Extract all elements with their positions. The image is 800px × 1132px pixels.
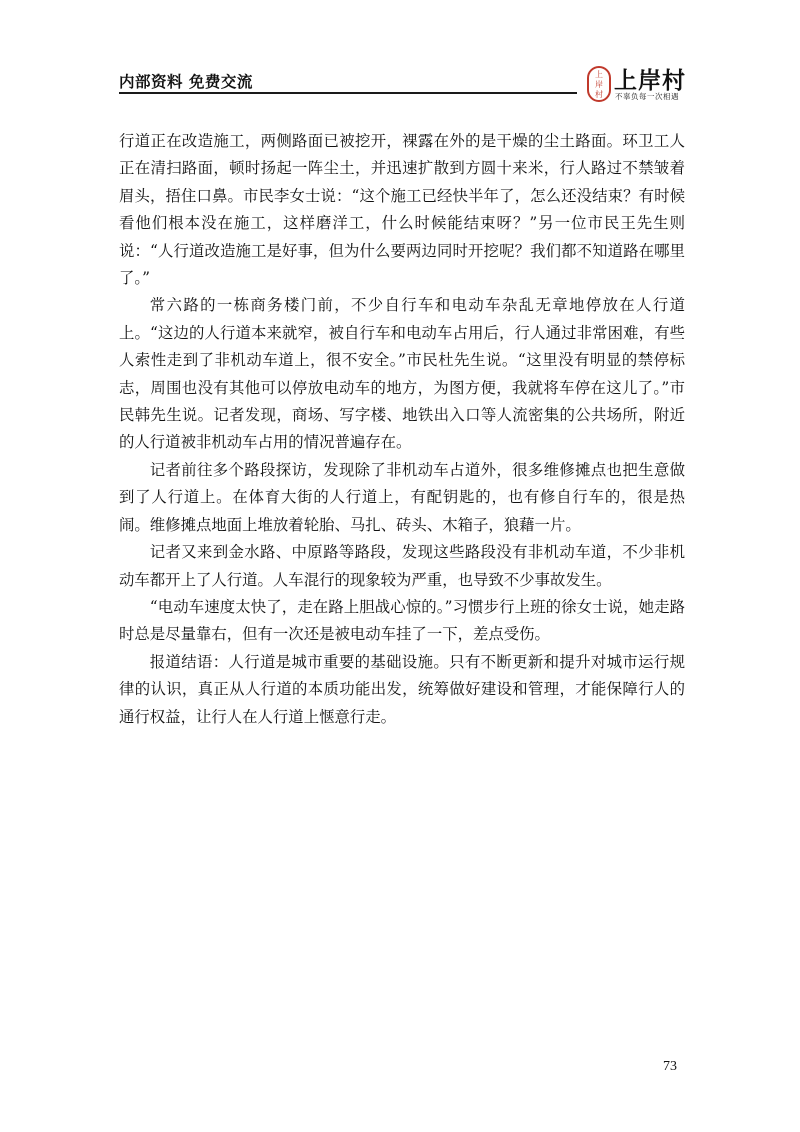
seal-char: 岸 (595, 80, 603, 89)
seal-char: 上 (595, 70, 603, 79)
paragraph: 记者前往多个路段探访，发现除了非机动车占道外，很多维修摊点也把生意做到了人行道上。在体育大街的人行道上，有配钥匙的，也有修自行车的，很是热闹。维修摊点地面上堆放着轮胎、马扎、砖头、木箱子，狼藉一片。 (119, 460, 685, 534)
seal-icon (587, 66, 611, 102)
header-divider (119, 92, 577, 94)
paragraph: 报道结语：人行道是城市重要的基础设施。只有不断更新和提升对城市运行规律的认识，真正从人行道的本质功能出发，统筹做好建设和管理，才能保障行人的通行权益，让行人在人行道上惬意行走。 (119, 652, 685, 726)
seal-char: 村 (595, 90, 603, 99)
brand-logo (587, 64, 704, 108)
brand-name: 上岸村 (614, 68, 686, 94)
page-header (119, 64, 704, 108)
header-title: 内部资料 免费交流 (119, 73, 253, 91)
paragraph: 行道正在改造施工，两侧路面已被挖开，裸露在外的是干燥的尘土路面。环卫工人正在清扫路面，顿时扬起一阵尘土，并迅速扩散到方圆十来米，行人路过不禁皱着眉头，捂住口鼻。市民李女士说：“这个施工已经快半年了，怎么还没结束？有时候看他们根本没在施工，这样磨洋工，什么时候能结束呀？”另一位市民王先生则说：“人行道改造施工是好事，但为什么要两边同时开挖呢？我们都不知道路在哪里了。” (119, 132, 685, 288)
page-number: 73 (663, 1059, 677, 1074)
paragraph: 记者又来到金水路、中原路等路段，发现这些路段没有非机动车道，不少非机动车都开上了人行道。人车混行的现象较为严重，也导致不少事故发生。 (119, 543, 685, 589)
article-body (119, 128, 685, 731)
paragraph: “电动车速度太快了，走在路上胆战心惊的。”习惯步行上班的徐女士说，她走路时总是尽量靠右，但有一次还是被电动车挂了一下，差点受伤。 (119, 597, 685, 644)
paragraph: 常六路的一栋商务楼门前，不少自行车和电动车杂乱无章地停放在人行道上。“这边的人行道本来就窄，被自行车和电动车占用后，行人通过非常困难，有些人索性走到了非机动车道上，很不安全。”市民杜先生说。“这里没有明显的禁停标志，周围也没有其他可以停放电动车的地方，为图方便，我就将车停在这儿了。”市民韩先生说。记者发现，商场、写字楼、地铁出入口等人流密集的公共场所，附近的人行道被非机动车占用的情况普遍存在。 (119, 296, 685, 452)
brand-slogan: 不辜负每一次相遇 (615, 92, 679, 101)
